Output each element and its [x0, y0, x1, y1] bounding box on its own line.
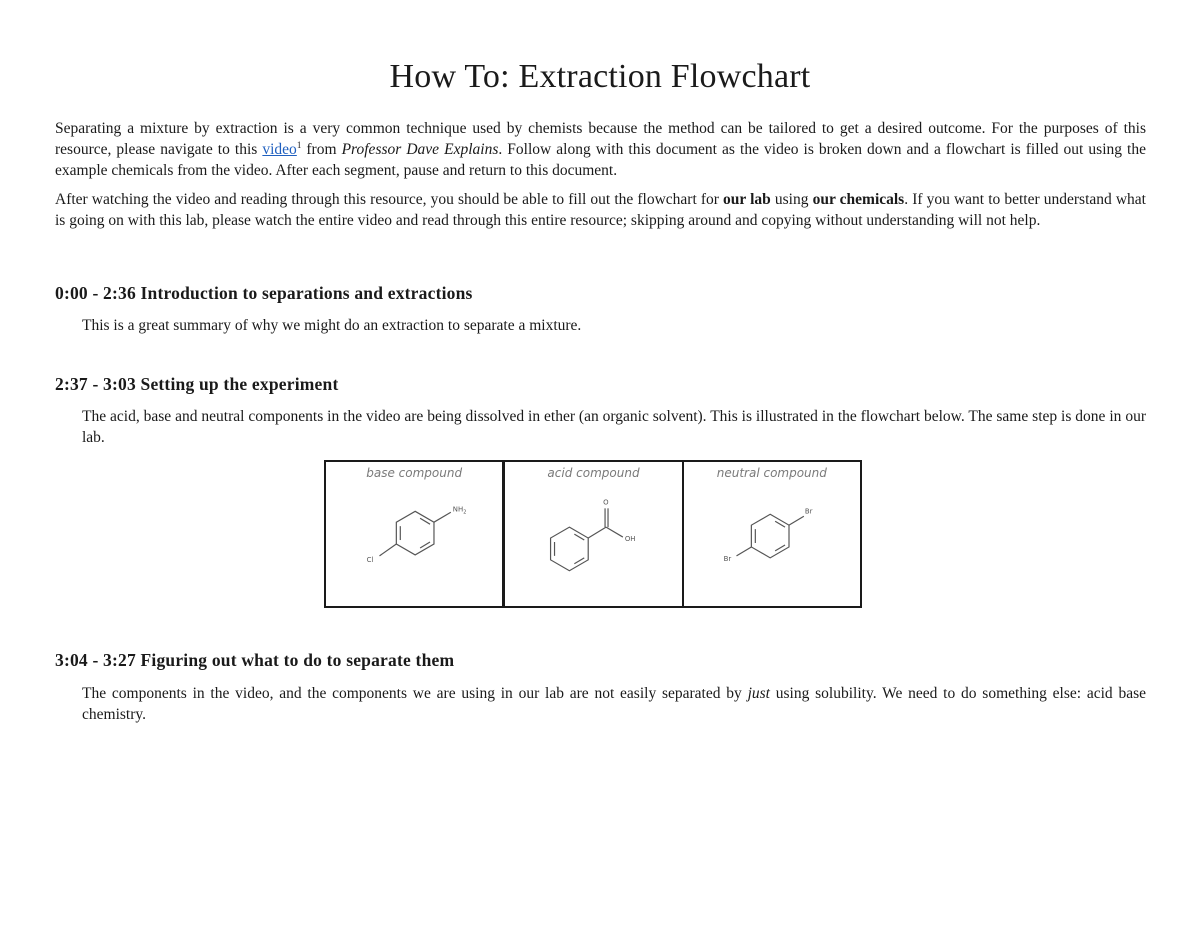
section-text: using solubility. We need to do something else: acid base chemistry. — [82, 685, 1146, 723]
atom-label-nh2 — [453, 505, 467, 515]
compound-figure — [324, 460, 862, 608]
intro-text: . Follow along with this document as the video is broken down and a flowchart is filled out using the example chemicals from the video. After each segment, pause and return to this document. — [55, 141, 1146, 179]
atom-label-br-bottom: Br — [723, 554, 731, 563]
acid-compound-label: acid compound — [547, 466, 640, 480]
section-text-intro: This is a great summary of why we might do an extraction to separate a mixture. — [82, 317, 582, 334]
section-heading-setup: 2:37 - 3:03 Setting up the experiment — [55, 374, 339, 394]
section-text-setup: The acid, base and neutral components in the video are being dissolved in ether (an organic solvent). This is illustrated in the flowchart below. The same step is done in our lab. — [82, 408, 1146, 446]
intro-text: from — [301, 141, 342, 158]
section-heading-separate: 3:04 - 3:27 Figuring out what to do to separate them — [55, 650, 455, 670]
section-text: The components in the video, and the components we are using in our lab are not easily separated by — [82, 685, 748, 702]
atom-label-oh: OH — [625, 535, 636, 544]
base-compound-cell — [326, 462, 504, 606]
intro-paragraph-2 — [55, 189, 1146, 231]
footnote-marker: 1 — [296, 139, 302, 150]
intro-text: Separating a mixture by extraction is a very common technique used by chemists because the method can be tailored to get a desired outcome. For the purposes of this resource, please navigate to this — [55, 120, 1146, 158]
emphasis-our-lab: our lab — [723, 191, 771, 208]
emphasis-just: just — [747, 685, 770, 702]
section-heading-intro: 0:00 - 2:36 Introduction to separations and extractions — [55, 283, 473, 303]
atom-label-cl: Cl — [366, 555, 374, 564]
acid-compound-structure — [505, 484, 681, 602]
neutral-compound-structure — [684, 484, 860, 602]
intro-text: After watching the video and reading through this resource, you should be able to fill out the flowchart for — [55, 191, 724, 208]
page-title: How To: Extraction Flowchart — [389, 58, 811, 95]
atom-label-br-top: Br — [804, 507, 813, 516]
atom-label-o: O — [603, 498, 609, 507]
base-compound-structure — [326, 484, 502, 602]
intro-text: using — [770, 191, 813, 208]
neutral-compound-label: neutral compound — [716, 466, 827, 480]
emphasis-our-chemicals: our chemicals — [812, 191, 905, 208]
atom-label-subscript: 2 — [463, 509, 467, 516]
intro-paragraph-1 — [55, 118, 1146, 181]
base-compound-label: base compound — [366, 466, 463, 480]
acid-compound-cell — [504, 462, 683, 606]
video-link[interactable]: video — [262, 141, 297, 158]
section-text-separate — [82, 683, 1146, 725]
intro-text: . If you want to better understand what is going on with this lab, please watch the entire video and read through this entire resource; skipping around and copying without understanding will not help. — [55, 191, 1146, 229]
neutral-compound-cell — [684, 462, 860, 606]
source-name: Professor Dave Explains — [341, 141, 499, 158]
atom-label-nh: NH — [452, 505, 464, 514]
